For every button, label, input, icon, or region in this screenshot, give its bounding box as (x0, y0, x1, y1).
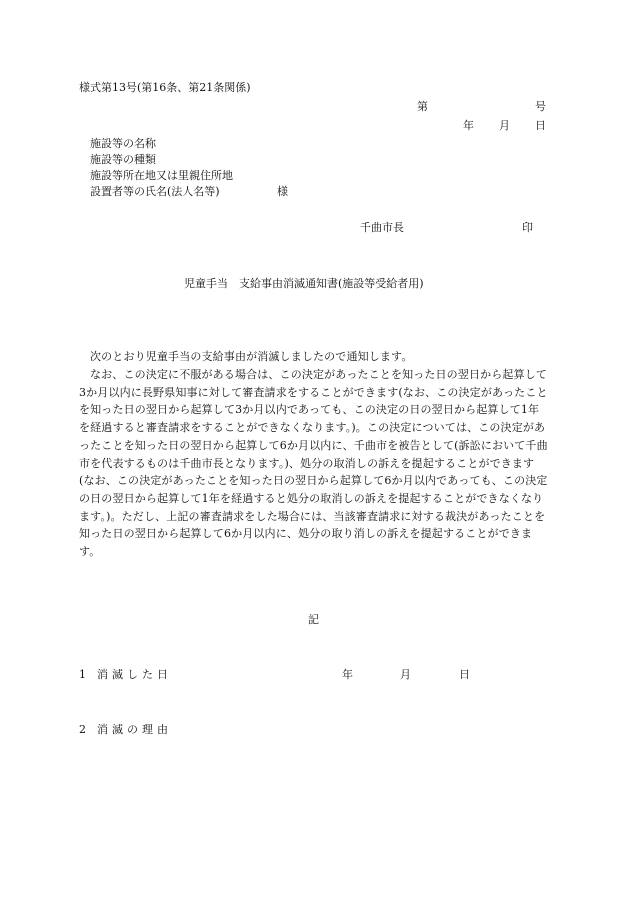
document-title: 児童手当 支給事由消滅通知書(施設等受給者用) (184, 277, 424, 290)
date-month: 月 (499, 119, 510, 132)
item-1-label: 消滅した日 (97, 668, 172, 681)
item-2-number: 2 (79, 723, 86, 736)
issuer-name: 千曲市長 (360, 221, 404, 234)
date-year: 年 (463, 119, 474, 132)
body-paragraph-notice: 次のとおり児童手当の支給事由が消滅しましたので通知します。 (90, 350, 413, 363)
item-1-month: 月 (400, 668, 411, 681)
date-day: 日 (535, 119, 546, 132)
body-paragraph-appeal: なお、この決定に不服がある場合は、この決定があったことを知った日の翌日から起算して3か月以内に長野県知事に対して審査請求をすることができます(なお、この決定があったことを知った日の翌日から起算して3か月以内であっても、この決定の日の翌日から起算して1年を経過すると審査請求をすることができなくなります。)。この決定については、この決定があったことを知った日の翌日から起算して6か月以内に、千曲市を被告として(訴訟において千曲市を代表するものは千曲市長となります。)、処分の取消しの訴えを提起することができます(なお、この決定があったことを知った日の翌日から起算して6か月以内であっても、この決定の日の翌日から起算して1年を経過すると処分の取消しの訴えを提起することができなくなります。)。ただし、上記の審査請求をした場合には、当該審査請求に対する裁決があったことを知った日の翌日から起算して6か月以内に、処分の取り消しの訴えを提起することができます。 (79, 368, 548, 559)
item-1-day: 日 (459, 668, 470, 681)
document-number-prefix: 第 (417, 100, 428, 113)
facility-name-label: 施設等の名称 (90, 137, 156, 150)
form-label: 様式第13号(第16条、第21条関係) (79, 81, 251, 94)
facility-address-label: 施設等所在地又は里親住所地 (90, 169, 233, 182)
seal-mark: 印 (522, 221, 533, 234)
item-1-year: 年 (342, 668, 353, 681)
document-number-suffix: 号 (535, 100, 546, 113)
item-2-label: 消滅の理由 (97, 723, 172, 736)
founder-name-label: 設置者等の氏名(法人名等) (90, 185, 220, 198)
honorific: 様 (277, 185, 288, 198)
ki-heading: 記 (308, 613, 319, 626)
facility-type-label: 施設等の種類 (90, 153, 156, 166)
item-1-number: 1 (79, 668, 86, 681)
